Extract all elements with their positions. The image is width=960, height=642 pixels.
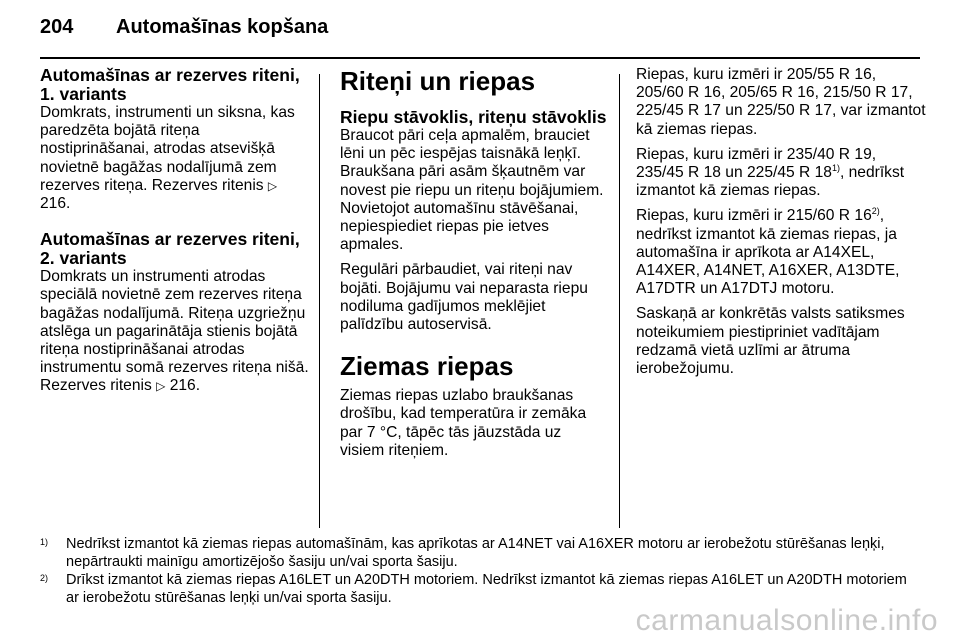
paragraph-text: Riepas, kuru izmēri ir 215/60 R 16: [636, 207, 872, 225]
paragraph-tyre-sizes-engines: [636, 207, 926, 298]
column-left: [40, 66, 310, 403]
paragraph-text: , nedrīkst izmantot kā ziemas riepas, ja automašīna ir aprīkota ar A14XEL, A14XER, A14NET, A16XER, A13DTE, A17DTR un A17DTJ motoru.: [636, 207, 900, 298]
footnote-ref-2[interactable]: 2): [871, 206, 880, 217]
footnotes: [40, 536, 920, 608]
watermark: carmanualsonline.info: [635, 604, 938, 637]
paragraph-variant-2: [40, 268, 310, 395]
paragraph-variant-1: [40, 104, 310, 213]
header-rule: [40, 57, 920, 59]
header-title: Automašīnas kopšana: [116, 16, 329, 38]
paragraph-tyre-sizes-not-allowed: [636, 146, 926, 201]
section-heading-variant-2: Automašīnas ar rezerves riteni, 2. variants: [40, 229, 300, 269]
paragraph-speed-sticker: Saskaņā ar konkrētās valsts satiksmes noteikumiem piestipriniet vadītājam redzamā vietā uzlīmi ar ātruma ierobežojumu.: [636, 305, 905, 378]
footnote-text: Nedrīkst izmantot kā ziemas riepas automašīnām, kas aprīkotas ar A14NET vai A16XER motoru ar ierobežotu stūrēšanas leņķi, nepārtraukti mainīgu amortizējošo šasiju un/vai sporta šasiju.: [66, 536, 885, 570]
footnote-mark: 1): [40, 537, 49, 547]
column-divider: [319, 74, 320, 528]
footnote-1: [40, 536, 920, 571]
paragraph-text: Riepas, kuru izmēri ir 235/40 R 19, 235/45 R 18 un 225/45 R 18: [636, 145, 877, 182]
column-right: [636, 66, 926, 385]
page-number: 204: [40, 16, 74, 38]
paragraph-tyre-sizes-allowed: Riepas, kuru izmēri ir 205/55 R 16, 205/60 R 16, 205/65 R 16, 215/50 R 17, 225/45 R 17 un 225/50 R 17, var izmantot kā ziemas riepas.: [636, 66, 926, 138]
paragraph-tyre-condition-2: Regulāri pārbaudiet, vai riteņi nav bojāti. Bojājumu vai neparasta riepu nodiluma gadījumos meklējiet palīdzību autoservisā.: [340, 261, 588, 334]
page-reference-arrow-icon: ▷: [156, 379, 166, 394]
paragraph-variant-1-text: Domkrats, instrumenti un siksna, kas paredzēta bojātā riteņa nostiprināšanai, atrodas atsevišķā novietnē bagāžas nodalījumā zem rezerves riteņa. Rezerves ritenis: [40, 104, 295, 194]
footnote-mark: 2): [40, 573, 49, 583]
footnote-text: Drīkst izmantot kā ziemas riepas A16LET un A20DTH motoriem. Nedrīkst izmantot kā ziemas riepas A16LET un A20DTH motoriem ar ierobežotu stūrēšanas leņķi un/vai sporta šasiju.: [66, 572, 907, 606]
page-reference-2[interactable]: 216.: [169, 377, 201, 395]
footnote-2: [40, 572, 920, 607]
page-header: [40, 16, 920, 46]
paragraph-tyre-condition-1: Braucot pāri ceļa apmalēm, brauciet lēni un pēc iespējas taisnākā leņķī. Braukšana pāri asām šķautnēm var novest pie riepu un riteņu bojājumiem. Novietojot automašīnu stāvēšanai, nepiespiediet riepas pie ietves apmales.: [340, 127, 604, 254]
page-reference-1[interactable]: 216.: [40, 195, 71, 213]
chapter-title-winter-tyres: Ziemas riepas: [340, 351, 514, 382]
column-middle: [340, 66, 608, 467]
paragraph-variant-2-text: Domkrats un instrumenti atrodas speciālā novietnē zem rezerves riteņa bagāžas nodalījumā. Riteņa uzgriežņu atslēga un pagarinātāja stienis bojātā riteņa nostiprināšanai atrodas instrumentu somā rezerves riteņa nišā. Rezerves ritenis: [40, 268, 309, 395]
chapter-title-wheels-tyres: Riteņi un riepas: [340, 66, 536, 96]
footnote-ref-1[interactable]: 1): [831, 162, 840, 173]
section-heading-tyre-condition: Riepu stāvoklis, riteņu stāvoklis: [340, 107, 607, 127]
paragraph-text: , nedrīkst izmantot kā ziemas riepas.: [636, 164, 905, 200]
paragraph-winter-tyres: Ziemas riepas uzlabo braukšanas drošību, kad temperatūra ir zemāka par 7 °C, tāpēc tās jāuzstāda uz visiem riteņiem.: [340, 387, 587, 459]
section-heading-variant-1: Automašīnas ar rezerves riteni, 1. variants: [40, 65, 300, 104]
column-divider: [619, 74, 620, 528]
page-reference-arrow-icon: ▷: [267, 178, 278, 193]
